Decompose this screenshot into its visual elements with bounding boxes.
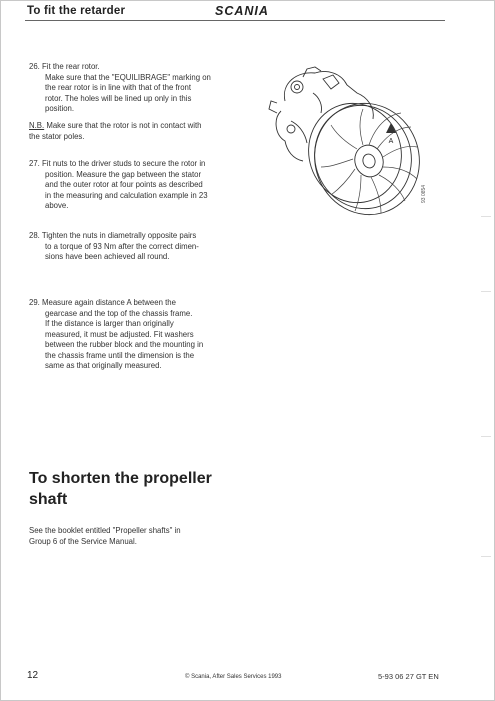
edge-mark xyxy=(481,436,491,437)
header-title: To fit the retarder xyxy=(27,5,126,17)
nb-label: N.B. xyxy=(29,121,45,130)
nb-note xyxy=(29,121,244,142)
step-26-line: rotor. The holes will be lined up only in this xyxy=(45,93,192,103)
retarder-rotor-illustration xyxy=(263,63,433,223)
housing-outline xyxy=(284,72,373,120)
step-26-line: Make sure that the "EQUILIBRAGE" marking on xyxy=(45,72,211,82)
nb-note-line: the stator poles. xyxy=(29,131,85,141)
rotor-outer-rim xyxy=(300,90,433,223)
step-26-line: the rear rotor is in line with that of the front xyxy=(45,83,192,92)
step-29-line: 29. Measure again distance A between the xyxy=(29,298,176,307)
nb-text: Make sure that the rotor is not in contact with xyxy=(44,121,202,130)
step-29-line: measured, it must be adjusted. Fit washers xyxy=(45,329,194,339)
section-heading-line: To shorten the propeller xyxy=(29,470,212,487)
edge-mark xyxy=(481,216,491,217)
step-27-line: 27. Fit nuts to the driver studs to secure the rotor in xyxy=(29,159,206,168)
step-29 xyxy=(29,298,244,372)
document-code: 5-93 06 27 GT EN xyxy=(378,672,439,681)
marking-label: A xyxy=(388,138,394,145)
edge-mark xyxy=(481,556,491,557)
step-26-line: position. xyxy=(45,104,75,113)
step-27 xyxy=(29,159,244,212)
step-28-line: sions have been achieved all round. xyxy=(45,252,170,261)
housing-outline xyxy=(276,111,303,161)
step-29-line: gearcase and the top of the chassis frame. xyxy=(45,308,193,318)
section-heading-line: shaft xyxy=(29,491,68,508)
step-27-line: position. Measure the gap between the stator xyxy=(45,169,202,179)
step-29-line: the chassis frame until the dimension is the xyxy=(45,350,195,360)
step-27-line: above. xyxy=(45,201,69,210)
step-29-line: same as that originally measured. xyxy=(45,361,162,370)
section-body xyxy=(29,526,249,547)
step-29-line: between the rubber block and the mounting in xyxy=(45,340,204,349)
section-heading xyxy=(29,468,212,510)
brand-logo: SCANIA xyxy=(215,4,269,18)
step-28-line: to a torque of 93 Nm after the correct dimen- xyxy=(45,241,199,251)
step-26 xyxy=(29,62,244,115)
step-26-line: 26. Fit the rear rotor. xyxy=(29,62,100,71)
rotor-hub xyxy=(351,141,388,180)
step-28-line: 28. Tighten the nuts in diametrally opposite pairs xyxy=(29,231,197,240)
copyright-notice: © Scania, After Sales Services 1993 xyxy=(185,674,282,680)
edge-mark xyxy=(481,291,491,292)
section-body-line: See the booklet entitled "Propeller shafts" in xyxy=(29,526,181,535)
page-number: 12 xyxy=(27,670,39,681)
step-29-line: If the distance is larger than originally xyxy=(45,319,174,328)
step-27-line: and the outer rotor at four points as described xyxy=(45,180,203,189)
step-27-line: in the measuring and calculation example in 23 xyxy=(45,190,208,200)
figure-code: 93 0854 xyxy=(421,184,427,203)
section-body-line: Group 6 of the Service Manual. xyxy=(29,536,137,546)
nb-note-line xyxy=(29,121,244,132)
header-divider xyxy=(25,20,445,21)
step-28 xyxy=(29,231,244,263)
